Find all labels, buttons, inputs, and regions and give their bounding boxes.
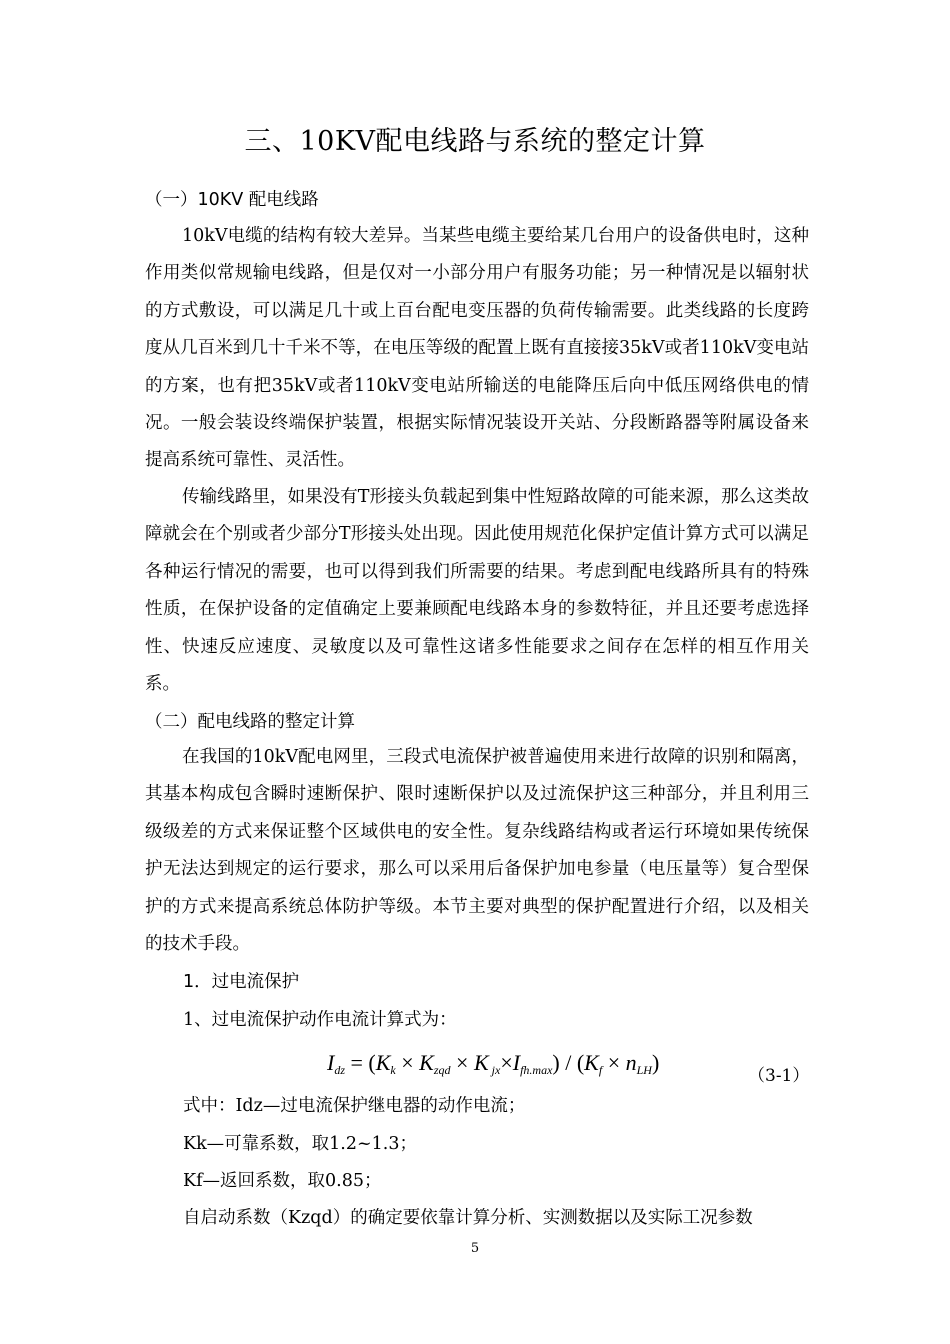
formula-kf: K (584, 1050, 599, 1075)
formula-n: n (625, 1050, 637, 1075)
formula-n-sub: LH (636, 1063, 652, 1077)
formula-i: I (512, 1050, 521, 1075)
definition-kf: Kf—返回系数，取0.85； (183, 1171, 382, 1191)
formula-k2: K (419, 1050, 434, 1075)
formula-k1: K (375, 1050, 391, 1075)
formula-k1-sub: k (390, 1063, 396, 1077)
paragraph-1: 10kV电缆的结构有较大差异。当某些电缆主要给某几台用户的设备供电时，这种作用类似常规输电线路，但是仅对一小部分用户有服务功能；另一种情况是以辐射状的方式敷设，可以满足几十或上百台配电变压器的负荷传输需要。此类线路的长度跨度从几百米到几十千米不等，在电压等级的配置上既有直接接35kV或者110kV变电站的方案，也有把35kV或者110kV变电站所输送的电能降压后向中低压网络供电的情况。一般会装设终端保护装置，根据实际情况装设开关站、分段断路器等附属设备来提高系统可靠性、灵活性。 (145, 226, 809, 471)
formula-times-4: × (602, 1050, 626, 1075)
section-heading-2: （二）配电线路的整定计算 (145, 712, 355, 732)
formula-lhs: I (327, 1050, 335, 1075)
paragraph-3: 在我国的10kV配电网里，三段式电流保护被普遍使用来进行故障的识别和隔离，其基本构成包含瞬时速断保护、限时速断保护以及过流保护这三种部分，并且利用三级级差的方式来保证整个区域供电的安全性。复杂线路结构或者运行环境如果传统保护无法达到规定的运行要求，那么可以采用后备保护加电参量（电压量等）复合型保护的方式来提高系统总体防护等级。本节主要对典型的保护配置进行介绍，以及相关的技术手段。 (145, 747, 809, 955)
paragraph-2: 传输线路里，如果没有T形接头负载起到集中性短路故障的可能来源，那么这类故障就会在个别或者少部分T形接头处出现。因此使用规范化保护定值计算方式可以满足各种运行情况的需要，也可以得到我们所需要的结果。考虑到配电线路所具有的特殊性质，在保护设备的定值确定上要兼顾配电线路本身的参数特征，并且还要考虑选择性、快速反应速度、灵敏度以及可靠性这诸多性能要求之间存在怎样的相互作用关系。 (145, 487, 809, 695)
formula-div: ) / ( (552, 1050, 585, 1075)
equation-number: （3-1） (748, 1066, 810, 1086)
section-heading-1: （一）10KV 配电线路 (145, 190, 319, 210)
formula-eq: = ( (345, 1050, 376, 1075)
formula-times-2: × (450, 1050, 474, 1075)
definition-kk: Kk—可靠系数，取1.2~1.3； (183, 1134, 418, 1154)
formula-k2-sub: zqd (433, 1063, 451, 1077)
formula-i-sub: fh.max (520, 1063, 553, 1077)
definition-idz: 式中：Idz—过电流保护继电器的动作电流； (183, 1096, 526, 1116)
formula-lhs-sub: dz (334, 1063, 345, 1077)
formula-k3: K (473, 1050, 489, 1075)
formula-k3-sub: jx (488, 1063, 501, 1077)
page-number: 5 (470, 1241, 480, 1256)
subsection-heading: 1．过电流保护 (183, 972, 300, 992)
page-title: 三、10KV配电线路与系统的整定计算 (244, 126, 706, 157)
formula-kf-sub: f (598, 1063, 603, 1077)
formula-times-1: × (395, 1050, 420, 1075)
formula-close: ) (651, 1050, 660, 1075)
formula-times-3: × (500, 1050, 513, 1075)
definition-kzqd: 自启动系数（Kzqd）的确定要依靠计算分析、实测数据以及实际工况参数 (183, 1208, 753, 1228)
formula-intro: 1、过电流保护动作电流计算式为： (183, 1010, 457, 1030)
formula (327, 1046, 659, 1087)
